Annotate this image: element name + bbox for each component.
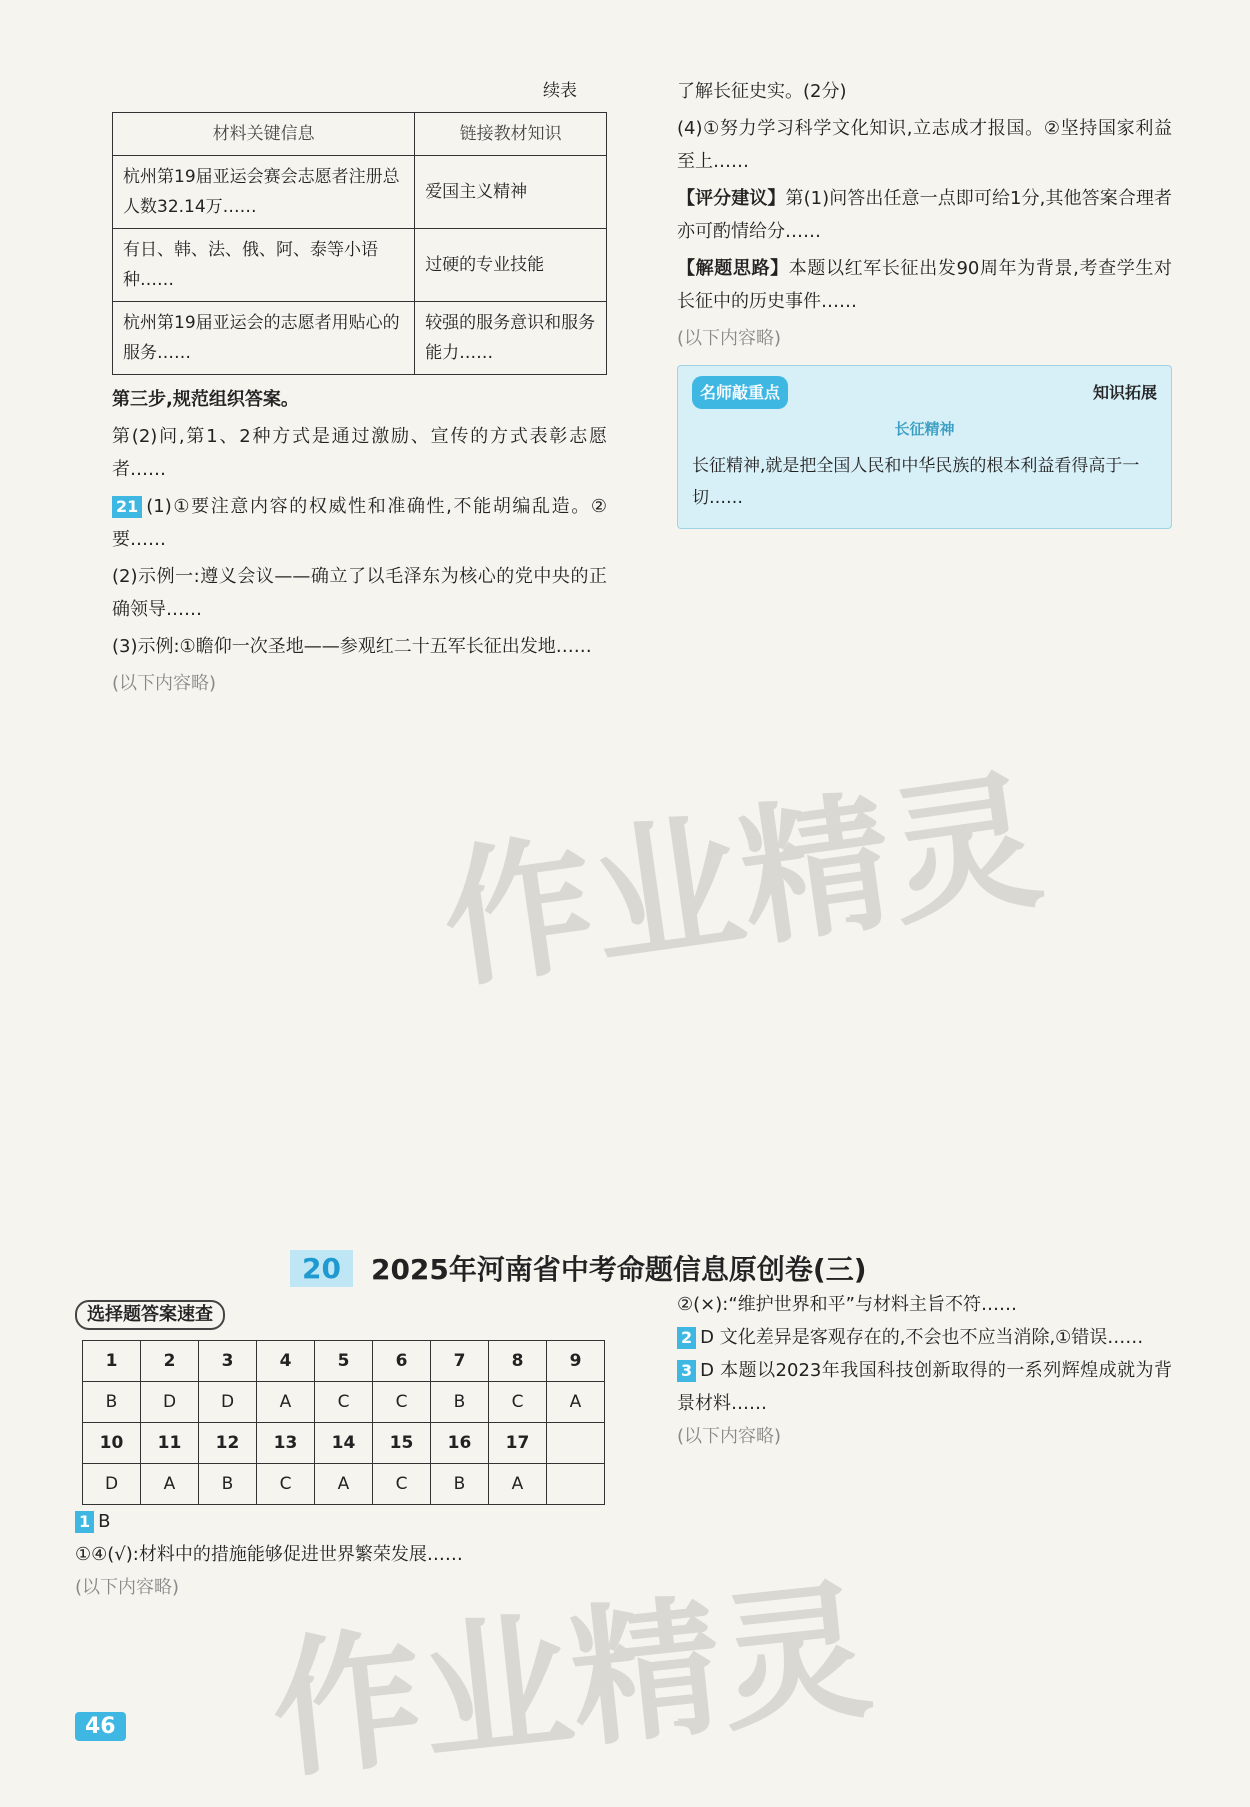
thinking-label: 【解题思路】 <box>677 258 789 279</box>
answer-cell: D <box>141 1382 199 1423</box>
answer-cell: B <box>431 1382 489 1423</box>
step-title: 第三步,规范组织答案。 <box>112 389 299 410</box>
question-number <box>547 1423 605 1464</box>
quick-check-label: 选择题答案速查 <box>75 1300 225 1330</box>
question-number: 10 <box>83 1423 141 1464</box>
paragraph: D 文化差异是客观存在的,不会也不应当消除,①错误…… <box>700 1327 1144 1348</box>
question-number: 15 <box>373 1423 431 1464</box>
answer-cell: C <box>489 1382 547 1423</box>
section-header <box>290 1245 990 1291</box>
answer-block <box>677 1354 1172 1420</box>
paragraph: (1)①要注意内容的权威性和准确性,不能胡编乱造。②要…… <box>112 496 607 550</box>
lower-right-column <box>677 1288 1172 1453</box>
tip-box <box>677 365 1172 529</box>
question-number: 7 <box>431 1341 489 1382</box>
answer-cell: A <box>257 1382 315 1423</box>
section-number: 20 <box>290 1250 353 1287</box>
section-title: 2025年河南省中考命题信息原创卷(三) <box>370 1253 867 1286</box>
question-number: 2 <box>677 1327 696 1349</box>
table-header: 链接教材知识 <box>415 113 607 156</box>
question-number: 16 <box>431 1423 489 1464</box>
question-number: 5 <box>315 1341 373 1382</box>
answer-cell: B <box>199 1464 257 1505</box>
question-number: 6 <box>373 1341 431 1382</box>
answer-cell <box>547 1464 605 1505</box>
left-column <box>112 75 607 704</box>
answer-cell: C <box>315 1382 373 1423</box>
answer-block <box>112 490 607 556</box>
question-number: 4 <box>257 1341 315 1382</box>
answer-cell: D <box>83 1464 141 1505</box>
answer-cell: A <box>547 1382 605 1423</box>
paragraph: (4)①努力学习科学文化知识,立志成才报国。②坚持国家利益至上…… <box>677 118 1172 172</box>
table-cell: 杭州第19届亚运会的志愿者用贴心的服务…… <box>113 302 415 375</box>
question-number: 3 <box>677 1360 696 1382</box>
tip-text: 长征精神,就是把全国人民和中华民族的根本利益看得高于一切…… <box>692 456 1140 508</box>
paragraph: D 本题以2023年我国科技创新取得的一系列辉煌成就为背景材料…… <box>677 1360 1172 1414</box>
question-number: 12 <box>199 1423 257 1464</box>
omitted-note: (以下内容略) <box>677 1426 782 1447</box>
paragraph: ①④(√):材料中的措施能够促进世界繁荣发展…… <box>75 1544 463 1565</box>
answer-cell: D <box>199 1382 257 1423</box>
question-number: 8 <box>489 1341 547 1382</box>
tip-title: 长征精神 <box>894 420 955 438</box>
scoring-note <box>677 182 1172 248</box>
question-number: 21 <box>112 496 142 518</box>
answer-cell: B <box>83 1382 141 1423</box>
answer-block <box>75 1505 615 1538</box>
question-number: 9 <box>547 1341 605 1382</box>
table-header: 材料关键信息 <box>113 113 415 156</box>
paragraph: 本题以红军长征出发90周年为背景,考查学生对长征中的历史事件…… <box>677 258 1173 312</box>
table-cell: 过硬的专业技能 <box>415 229 607 302</box>
answer-block <box>677 1321 1172 1354</box>
table-cell: 较强的服务意识和服务能力…… <box>415 302 607 375</box>
table-cell: 有日、韩、法、俄、阿、泰等小语种…… <box>113 229 415 302</box>
table-row <box>113 302 607 375</box>
omitted-note: (以下内容略) <box>112 673 217 694</box>
watermark: 作业精灵 <box>264 1564 879 1800</box>
material-table <box>112 112 607 375</box>
lower-left-column <box>75 1505 615 1604</box>
question-number: 2 <box>141 1341 199 1382</box>
answer-cell: A <box>141 1464 199 1505</box>
paragraph: 了解长征史实。(2分) <box>677 81 847 102</box>
thinking-note <box>677 252 1172 318</box>
table-cell: 杭州第19届亚运会赛会志愿者注册总人数32.14万…… <box>113 156 415 229</box>
question-number: 14 <box>315 1423 373 1464</box>
question-number: 1 <box>75 1511 94 1533</box>
answer-cell: A <box>489 1464 547 1505</box>
answer-letter: B <box>98 1511 111 1532</box>
answer-cell: C <box>373 1382 431 1423</box>
tip-label: 名师敲重点 <box>692 376 788 409</box>
page-number: 46 <box>75 1712 126 1741</box>
omitted-note: (以下内容略) <box>75 1577 180 1598</box>
answer-cell: B <box>431 1464 489 1505</box>
watermark: 作业精灵 <box>432 753 1052 1010</box>
continued-label: 续表 <box>543 81 577 101</box>
paragraph: 第(1)问答出任意一点即可给1分,其他答案合理者亦可酌情给分…… <box>677 188 1173 242</box>
table-row <box>113 229 607 302</box>
table-row <box>113 156 607 229</box>
answer-cell: A <box>315 1464 373 1505</box>
tip-category: 知识拓展 <box>1092 383 1157 402</box>
table-row <box>83 1341 605 1382</box>
paragraph: ②(×):“维护世界和平”与材料主旨不符…… <box>677 1294 1017 1315</box>
paragraph: (2)示例一:遵义会议——确立了以毛泽东为核心的党中央的正确领导…… <box>112 566 607 620</box>
table-row <box>83 1423 605 1464</box>
question-number: 17 <box>489 1423 547 1464</box>
answer-cell: C <box>257 1464 315 1505</box>
right-column <box>677 75 1172 529</box>
answer-cell: C <box>373 1464 431 1505</box>
question-number: 1 <box>83 1341 141 1382</box>
paragraph: (3)示例:①瞻仰一次圣地——参观红二十五军长征出发地…… <box>112 636 592 657</box>
table-cell: 爱国主义精神 <box>415 156 607 229</box>
answer-grid <box>82 1340 605 1505</box>
scoring-label: 【评分建议】 <box>677 188 786 209</box>
paragraph: 第(2)问,第1、2种方式是通过激励、宣传的方式表彰志愿者…… <box>112 426 607 480</box>
omitted-note: (以下内容略) <box>677 328 782 349</box>
question-number: 13 <box>257 1423 315 1464</box>
table-row <box>83 1382 605 1423</box>
question-number: 3 <box>199 1341 257 1382</box>
question-number: 11 <box>141 1423 199 1464</box>
table-row <box>83 1464 605 1505</box>
